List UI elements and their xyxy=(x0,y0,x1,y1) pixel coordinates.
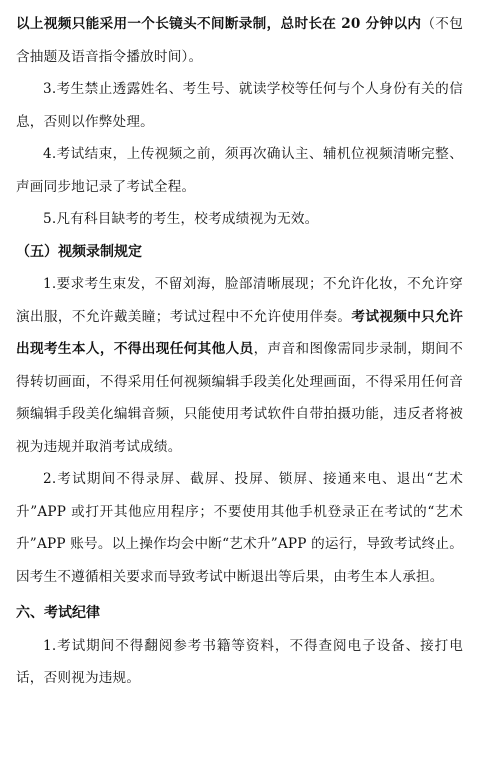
item-4-paragraph: 4.考试结束，上传视频之前，须再次确认主、辅机位视频清晰完整、声画同步地记录了考试全程。 xyxy=(16,146,463,195)
item-5-paragraph: 5.凡有科目缺考的考生，校考成绩视为无效。 xyxy=(43,211,319,227)
section-heading-video-rules: （五）视频录制规定 xyxy=(16,243,142,260)
intro-rest-text: （不包含抽题及语音指令播放时间）。 xyxy=(16,16,463,65)
discipline-1-paragraph: 1.考试期间不得翻阅参考书籍等资料，不得查阅电子设备、接打电话，否则视为违规。 xyxy=(16,637,463,686)
rule-2-paragraph: 2.考试期间不得录屏、截屏、投屏、锁屏、接通来电、退出“艺术升”APP 或打开其他应用程序；不要使用其他手机登录正在考试的“艺术升”APP 账号。以上操作均会中断“艺术升”APP 的运行，导致考试终止。因考生不遵循相关要求而导致考试中断退出等后果，由考生本人承担。 xyxy=(16,471,463,585)
item-3-paragraph: 3.考生禁止透露姓名、考生号、就读学校等任何与个人身份有关的信息，否则以作弊处理。 xyxy=(16,81,463,130)
intro-bold-text: 以上视频只能采用一个长镜头不间断录制，总时长在 20 分钟以内 xyxy=(16,16,422,32)
rule-1-text-b: ，声音和图像需同步录制，期间不得转切画面，不得采用任何视频编辑手段美化处理画面，不得采用任何音频编辑手段美化编辑音频，只能使用考试软件自带拍摄功能，违反者将被视为违规并取消考试成绩。 xyxy=(16,341,463,455)
rule-1-text-a: 1.要求考生束发，不留刘海，脸部清晰展现；不允许化妆，不允许穿演出服，不允许戴美瞳；考试过程中不允许使用伴奏。 xyxy=(16,276,463,325)
rule-1-paragraph xyxy=(16,268,463,463)
section-heading-discipline: 六、考试纪律 xyxy=(16,605,100,621)
rule-1-bold-text: 考试视频中只允许出现考生本人，不得出现任何其他人员 xyxy=(16,308,463,357)
intro-paragraph xyxy=(16,8,463,73)
